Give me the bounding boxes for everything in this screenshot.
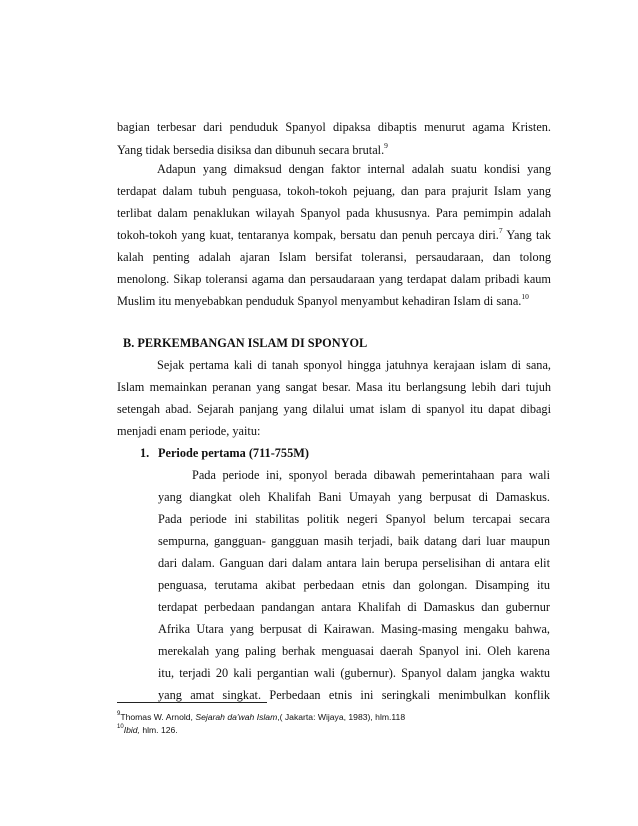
body-line: menolong. Sikap toleransi agama dan persaudaraan yang terdapat dalam pribadi kaum bbox=[117, 272, 551, 286]
footnote-10: $^{10}$Ibid, hlm. 126. bbox=[117, 724, 178, 735]
body-line: Pada periode ini stabilitas politik negeri Spanyol belum tercapai secara bbox=[158, 512, 550, 526]
body-line: penguasa, terutama akibat perbedaan etnis dan golongan. Disamping itu bbox=[158, 578, 550, 592]
body-line: yang diangkat oleh Khalifah Bani Umayah yang berpusat di Damaskus. bbox=[158, 490, 550, 504]
body-line: terdapat dalam tubuh penguasa, tokoh-tokoh pejuang, dan para prajurit Islam yang bbox=[117, 184, 551, 198]
body-line: Afrika Utara yang berpusat di Kairawan. Masing-masing mengaku bahwa, bbox=[158, 622, 550, 636]
footnote-ref[interactable]: 10 bbox=[521, 291, 529, 301]
body-line: merekalah yang paling berhak menguasai daerah Spanyol ini. Oleh karena bbox=[158, 644, 550, 658]
body-line: kalah penting adalah ajaran Islam bersifat toleransi, persaudaraan, dan tolong bbox=[117, 250, 551, 264]
body-line: Islam memainkan peranan yang sangat besar. Masa itu berlangsung lebih dari tujuh bbox=[117, 380, 551, 394]
body-line: bagian terbesar dari penduduk Spanyol dipaksa dibaptis menurut agama Kristen. bbox=[117, 120, 551, 134]
body-line: menjadi enam periode, yaitu: bbox=[117, 424, 261, 438]
body-line: Muslim itu menyebabkan penduduk Spanyol menyambut kehadiran Islam di sana.$^{10}$ bbox=[117, 291, 529, 308]
subsection-number: 1. bbox=[140, 446, 150, 460]
section-heading: B. PERKEMBANGAN ISLAM DI SPONYOL bbox=[123, 336, 368, 350]
body-line: Sejak pertama kali di tanah sponyol hingga jatuhnya kerajaan islam di sana, bbox=[157, 358, 551, 372]
body-line: terdapat perbedaan pandangan antara Khalifah di Damaskus dan gubernur bbox=[158, 600, 550, 614]
body-line: dari dalam. Ganguan dari dalam antara lain berupa perselisihan di antara elit bbox=[158, 556, 550, 570]
subsection-heading: 1. Periode pertama (711-755M) bbox=[140, 446, 309, 460]
body-line: Adapun yang dimaksud dengan faktor internal adalah suatu kondisi yang bbox=[157, 162, 551, 176]
footnote-separator bbox=[117, 702, 267, 703]
footnote-ref[interactable]: 7 bbox=[498, 225, 503, 235]
body-line: Yang tidak bersedia disiksa dan dibunuh secara brutal.$^9$ bbox=[117, 140, 388, 157]
body-line: setengah abad. Sejarah panjang yang dilalui umat islam di spanyol itu dapat dibagi bbox=[117, 402, 551, 416]
body-line: tokoh-tokoh yang kuat, tentaranya kompak, bersatu dan penuh percaya diri.$^7$ Yang tak bbox=[117, 225, 551, 242]
body-line: terlibat dalam penaklukan wilayah Spanyol pada khususnya. Para pemimpin adalah bbox=[117, 206, 551, 220]
footnote-ref[interactable]: 9 bbox=[384, 140, 388, 150]
body-line: yang amat singkat. Perbedaan etnis ini seringkali menimbulkan konflik bbox=[158, 688, 550, 702]
footnote-9: $^9$Thomas W. Arnold, Sejarah da'wah Islam,( Jakarta: Wijaya, 1983), hlm.118 bbox=[117, 711, 406, 722]
body-line: Pada periode ini, sponyol berada dibawah pemerintahaan para wali bbox=[192, 468, 550, 482]
body-line: itu, terjadi 20 kali pergantian wali (gubernur). Spanyol dalam jangka waktu bbox=[158, 666, 550, 680]
body-line: sempurna, gangguan- gangguan masih terjadi, baik datang dari luar maupun bbox=[158, 534, 550, 548]
